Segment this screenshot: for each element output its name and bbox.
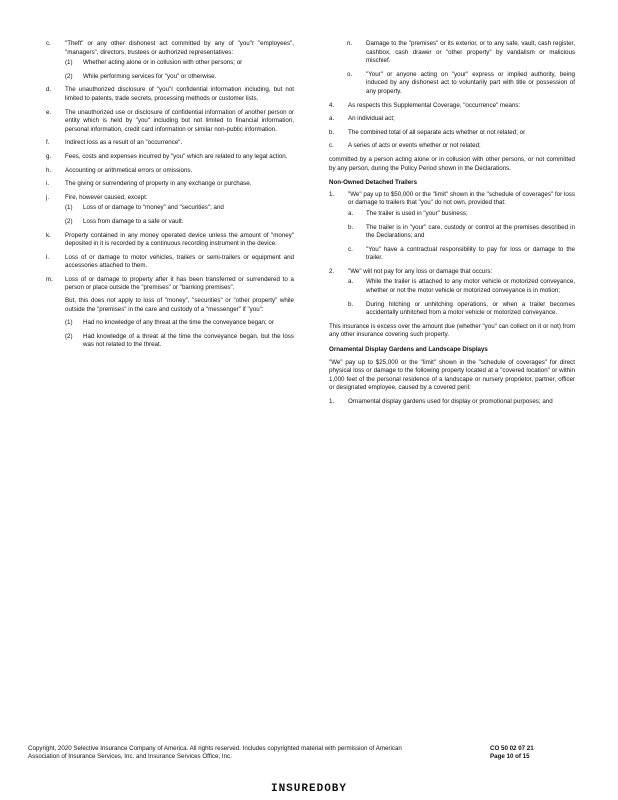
exclusion-d [46, 86, 294, 103]
sub-item-label: a. [329, 115, 335, 123]
sub-item [348, 301, 575, 318]
item-label: k. [46, 231, 51, 239]
sub-item [348, 246, 575, 263]
watermark-brand: INSUREDOBY [270, 783, 347, 795]
exclusion-o [347, 71, 575, 97]
trailers-item-1 [329, 191, 575, 263]
sub-item-label: (1) [65, 319, 73, 327]
exclusion-n [347, 40, 575, 66]
item-text: The unauthorized disclosure of "you"r confidential information including, but not limited to patents, trade secrets, processing methods or customer lists. [65, 86, 294, 102]
sub-item [348, 210, 575, 219]
sub-item [348, 278, 575, 295]
item-text: Property contained in any money operated device unless the amount of "money" deposited in it is recorded by a continuous recording instrument in the device. [65, 231, 294, 248]
sub-item [65, 333, 294, 350]
item-text: The unauthorized use or disclosure of confidential information of another person or entity which is held by "you" including but not limited to financial information, personal information, credit card information or similar non-public information. [65, 108, 294, 133]
section-heading-gardens: Ornamental Display Gardens and Landscape Displays [329, 346, 488, 354]
excess-paragraph: This insurance is excess over the amount due (whether "you" can collect on it or not) from any other insurance covering such property. [329, 322, 575, 339]
item-label: 4. [329, 101, 335, 109]
sub-item-text: Whether acting alone or in collusion with other persons; or [83, 59, 243, 67]
item-label: 2. [329, 267, 335, 275]
sub-item-label: a. [348, 209, 354, 217]
trailers-item-2 [329, 268, 575, 318]
item-label: 1. [329, 190, 335, 198]
sub-item-text: A series of acts or events whether or not related; [348, 142, 481, 150]
item-label: f. [46, 139, 50, 147]
item-label: e. [46, 108, 52, 116]
exclusion-m [46, 276, 294, 350]
item-text: Ornamental display gardens used for display or promotional purposes; and [348, 398, 553, 405]
occurrence-paragraph: committed by a person acting alone or in collusion with other persons, or not committed by any person, during the Policy Period shown in the Declarations. [329, 155, 575, 172]
gardens-item-1 [329, 398, 575, 407]
exclusion-g [46, 153, 294, 162]
occurrence-definition [329, 102, 575, 111]
item-label: m. [46, 275, 53, 283]
sub-item-text: Loss from damage to a safe or vault. [83, 217, 184, 225]
exclusion-j [46, 194, 294, 227]
item-text: "Theft" or any other dishonest act committed by any of "you"r "employees", "managers", directors, trustees or authorized representatives: [65, 40, 294, 56]
exclusion-f [46, 139, 294, 148]
sub-item [329, 115, 575, 124]
sub-item-label: b. [348, 223, 354, 231]
sub-item [329, 142, 575, 151]
item-text: Fire, however caused, except: [65, 193, 148, 201]
item-text: Fees, costs and expenses incurred by "you" which are related to any legal action. [65, 152, 288, 160]
sub-item [65, 204, 294, 213]
sub-item-text: During hitching or unhitching operations, or when a trailer becomes accidentally unhitched from a motor vehicle or motorized conveyance. [366, 300, 575, 317]
item-label: i. [46, 180, 50, 188]
item-label: g. [46, 152, 52, 160]
sub-item-label: (1) [65, 59, 73, 67]
sub-item-label: c. [348, 245, 353, 253]
sub-item-label: (2) [65, 72, 73, 80]
sub-item-label: (2) [65, 217, 73, 225]
gardens-paragraph: "We" pay up to $25,000 or the "limit" shown in the "schedule of coverages" for direct physical loss or damage to the following property located at a "covered location" or within 1,000 feet of the personal residence of a landscape or nursery proprietor, partner, officer or designated employee, caused by a covered peril: [329, 358, 575, 392]
item-label: o. [347, 70, 353, 78]
item-text: Damage to the "premises" or its exterior, or to any safe, vault, cash register, cashbox, cash drawer or "other property" by vandalism or malicious mischief. [366, 40, 575, 65]
form-number: CO 50 02 07 21 [490, 745, 534, 752]
sub-item [329, 129, 575, 138]
item-text: Indirect loss as a result of an "occurrence". [65, 139, 183, 147]
sub-item-label: (1) [65, 204, 73, 212]
sub-item-label: c. [329, 142, 334, 150]
item-text: Loss of or damage to property after it has been transferred or surrendered to a person or place outside the "premises" or "banking premises". [65, 275, 294, 292]
sub-item-label: b. [329, 128, 335, 136]
sub-item-text: While performing services for "you" or otherwise. [83, 72, 217, 80]
sub-item [65, 319, 294, 328]
sub-item [65, 218, 294, 227]
sub-item-text: Had knowledge of a threat at the time the conveyance began, but the loss was not related to the threat. [83, 332, 294, 349]
item-text: Loss of or damage to motor vehicles, trailers or semi-trailers or equipment and accessories attached to them. [65, 253, 294, 270]
sub-item-label: a. [348, 278, 354, 286]
exclusion-k [46, 232, 294, 249]
exclusion-l [46, 254, 294, 271]
item-label: n. [347, 40, 353, 47]
item-label: c. [46, 40, 51, 47]
sub-item [65, 59, 294, 68]
item-text: "Your" or anyone acting on "your" express or implied authority, being induced by any dishonest act to voluntarily part with title or possession of any property. [366, 70, 575, 95]
item-label: d. [46, 86, 52, 94]
exclusion-c [46, 40, 294, 81]
item-text: The giving or surrendering of property in any exchange or purchase. [65, 180, 252, 188]
page-number: Page 10 of 15 [490, 753, 530, 761]
sub-item-text: While the trailer is attached to any motor vehicle or motorized conveyance, whether or not the motor vehicle or motorized conveyance is in motion; [366, 278, 575, 295]
sub-item-text: Had no knowledge of any threat at the time the conveyance began; or [83, 319, 274, 327]
sub-item-text: The combined total of all separate acts whether or not related; or [348, 128, 526, 136]
sub-item-text: The trailer is used in "your" business; [366, 209, 468, 217]
sub-item-label: b. [348, 300, 354, 308]
exclusion-h [46, 167, 294, 176]
item-label: l. [46, 253, 50, 261]
exclusion-i [46, 180, 294, 189]
item-text: "We" will not pay for any loss or damage that occurs: [348, 267, 493, 275]
sub-item-label: (2) [65, 332, 73, 340]
section-heading-trailers: Non-Owned Detached Trailers [329, 179, 418, 187]
right-column [329, 40, 575, 412]
sub-item-text: Loss of or damage to "money" and "securities"; and [83, 204, 224, 212]
item-text: As respects this Supplemental Coverage, "occurrence" means: [348, 101, 521, 109]
exclusion-e [46, 109, 294, 135]
item-label: h. [46, 166, 52, 174]
sub-item-text: An individual act; [348, 115, 395, 123]
left-column [46, 40, 294, 355]
item-label: 1. [329, 398, 335, 405]
sub-item-text: "You" have a contractual responsibility to pay for loss or damage to the trailer. [366, 245, 575, 262]
sub-item [348, 224, 575, 241]
item-label: j. [46, 193, 50, 201]
sub-item-text: The trailer is in "your" care, custody or control at the premises described in the Declarations; and [366, 223, 575, 240]
footer-copyright: Copyright, 2020 Selective Insurance Company of America. All rights reserved. Includes copyrighted material with permission of American Association of Insurance Services, Inc. and Insurance Services Office, Inc. [28, 745, 402, 761]
item-text: Accounting or arithmetical errors or omissions. [65, 166, 193, 174]
footer-form-info [490, 745, 590, 762]
item-text: "We" pay up to $50,000 or the "limit" shown in the "schedule of coverages" for loss or damage to trailers that "you" do not own, provided that: [348, 190, 575, 207]
item-paragraph: But, this does not apply to loss of "money", "securities" or "other property" while outside the "premises" in the care and custody of a "messenger" if "you": [65, 297, 294, 313]
sub-item [65, 73, 294, 82]
